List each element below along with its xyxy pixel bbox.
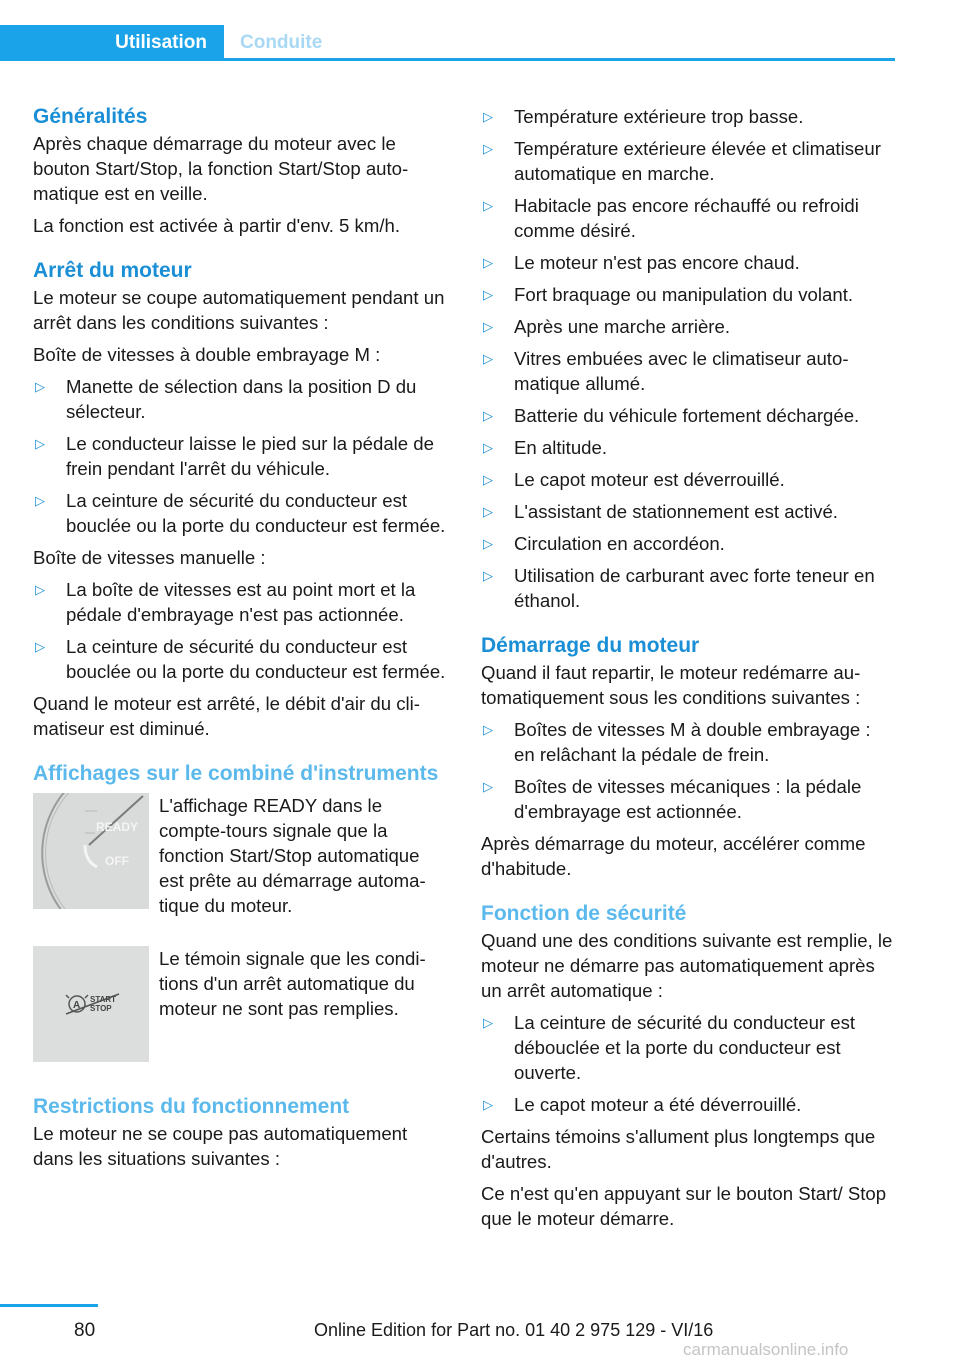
heading-generalites: Généralités bbox=[33, 105, 148, 128]
tab-utilisation[interactable] bbox=[0, 25, 224, 61]
triangle-bullet-icon: ▷ bbox=[35, 639, 45, 654]
list-item-text: Fort braquage ou manipulation du volant. bbox=[514, 284, 854, 305]
page-number: 80 bbox=[74, 1320, 96, 1341]
triangle-bullet-icon: ▷ bbox=[483, 1015, 493, 1030]
list-item-text: Habitacle pas encore réchauffé ou refroidi comme désiré. bbox=[514, 195, 859, 241]
paragraph: Quand il faut repartir, le moteur redémarre automatiquement sous les conditions suivantes : bbox=[481, 662, 861, 708]
list-item-text: Manette de sélection dans la position D du sélecteur. bbox=[66, 376, 417, 422]
figure-warning bbox=[33, 946, 448, 1062]
paragraph: Le moteur se coupe automatiquement pendant un arrêt dans les conditions suivantes : bbox=[33, 287, 445, 333]
tachometer-ready-image bbox=[33, 793, 149, 909]
tab-utilisation-label: Utilisation bbox=[115, 32, 207, 53]
list-item bbox=[33, 577, 448, 627]
tachometer-icon bbox=[33, 793, 149, 909]
list-item-text: La ceinture de sécurité du conducteur est débouclée et la porte du conducteur est ouverte. bbox=[514, 1012, 856, 1083]
right-column bbox=[481, 104, 896, 1231]
svg-text:A: A bbox=[73, 1000, 81, 1011]
list-item-text: La boîte de vitesses est au point mort et la pédale d'embrayage n'est pas actionnée. bbox=[66, 579, 416, 625]
svg-text:READY: READY bbox=[96, 820, 139, 834]
list-item-text: Boîtes de vitesses mécaniques : la pédale d'embrayage est actionnée. bbox=[514, 776, 862, 822]
heading-arret-moteur: Arrêt du moteur bbox=[33, 259, 192, 282]
list-item-text: Le capot moteur est déverrouillé. bbox=[514, 469, 785, 490]
figure-caption: Le témoin signale que les conditions d'un arrêt automatique du moteur ne sont pas remplies. bbox=[159, 948, 426, 1019]
list-item-text: En altitude. bbox=[514, 437, 608, 458]
triangle-bullet-icon: ▷ bbox=[483, 440, 493, 455]
tab-conduite-label: Conduite bbox=[240, 32, 323, 53]
paragraph: Quand le moteur est arrêté, le débit d'air du climatiseur est diminué. bbox=[33, 693, 420, 739]
list-item-text: Température extérieure trop basse. bbox=[514, 106, 804, 127]
paragraph: Boîte de vitesses manuelle : bbox=[33, 547, 266, 568]
list-item bbox=[33, 488, 448, 538]
bullet-list-restrictions bbox=[481, 104, 896, 613]
list-item bbox=[481, 1092, 896, 1117]
triangle-bullet-icon: ▷ bbox=[483, 351, 493, 366]
list-item-text: Température extérieure élevée et climatiseur automatique en marche. bbox=[514, 138, 881, 184]
triangle-bullet-icon: ▷ bbox=[483, 568, 493, 583]
triangle-bullet-icon: ▷ bbox=[483, 779, 493, 794]
list-item-text: Utilisation de carburant avec forte teneur en éthanol. bbox=[514, 565, 875, 611]
triangle-bullet-icon: ▷ bbox=[483, 319, 493, 334]
heading-securite: Fonction de sécurité bbox=[481, 902, 687, 925]
triangle-bullet-icon: ▷ bbox=[483, 287, 493, 302]
figure-caption: L'affichage READY dans le compte-tours signale que la fonction Start/Stop automatique est prête au démarrage automatique du moteur. bbox=[159, 795, 426, 916]
triangle-bullet-icon: ▷ bbox=[483, 472, 493, 487]
list-item bbox=[481, 250, 896, 275]
list-item bbox=[481, 403, 896, 428]
bullet-list-manuelle bbox=[33, 577, 448, 684]
paragraph: Quand une des conditions suivante est remplie, le moteur ne démarre pas automatiquement après un arrêt automatique : bbox=[481, 930, 893, 1001]
list-item-text: Le capot moteur a été déverrouillé. bbox=[514, 1094, 802, 1115]
tab-conduite[interactable] bbox=[240, 25, 322, 61]
list-item bbox=[481, 563, 896, 613]
triangle-bullet-icon: ▷ bbox=[483, 536, 493, 551]
triangle-bullet-icon: ▷ bbox=[483, 722, 493, 737]
svg-text:STOP: STOP bbox=[90, 1004, 112, 1013]
list-item-text: La ceinture de sécurité du conducteur est bouclée ou la porte du conducteur est fermée. bbox=[66, 490, 446, 536]
edition-note: Online Edition for Part no. 01 40 2 975 129 - VI/16 bbox=[314, 1320, 714, 1340]
list-item bbox=[481, 774, 896, 824]
triangle-bullet-icon: ▷ bbox=[483, 408, 493, 423]
list-item bbox=[481, 717, 896, 767]
list-item bbox=[33, 431, 448, 481]
triangle-bullet-icon: ▷ bbox=[483, 198, 493, 213]
left-column bbox=[33, 104, 448, 1171]
list-item-text: Circulation en accordéon. bbox=[514, 533, 725, 554]
list-item bbox=[481, 104, 896, 129]
list-item-text: Le moteur n'est pas encore chaud. bbox=[514, 252, 800, 273]
heading-restrictions: Restrictions du fonctionnement bbox=[33, 1095, 350, 1118]
paragraph: Le moteur ne se coupe pas automatiquement dans les situations suivantes : bbox=[33, 1123, 408, 1169]
start-stop-indicator-image bbox=[33, 946, 149, 1062]
list-item bbox=[33, 374, 448, 424]
triangle-bullet-icon: ▷ bbox=[483, 504, 493, 519]
bullet-list-demarrage bbox=[481, 717, 896, 824]
start-stop-icon bbox=[33, 946, 149, 1062]
list-item bbox=[481, 499, 896, 524]
list-item bbox=[481, 435, 896, 460]
triangle-bullet-icon: ▷ bbox=[483, 255, 493, 270]
svg-text:OFF: OFF bbox=[105, 854, 129, 868]
list-item-text: Batterie du véhicule fortement déchargée. bbox=[514, 405, 860, 426]
triangle-bullet-icon: ▷ bbox=[483, 109, 493, 124]
list-item-text: La ceinture de sécurité du conducteur est bouclée ou la porte du conducteur est fermée. bbox=[66, 636, 446, 682]
triangle-bullet-icon: ▷ bbox=[483, 141, 493, 156]
list-item bbox=[481, 314, 896, 339]
heading-affichages: Affichages sur le combiné d'instruments bbox=[33, 762, 439, 785]
paragraph: Certains témoins s'allument plus longtemps que d'autres. bbox=[481, 1126, 876, 1172]
list-item bbox=[481, 467, 896, 492]
paragraph: Après chaque démarrage du moteur avec le bouton Start/Stop, la fonction Start/Stop automatique est en veille. bbox=[33, 133, 409, 204]
paragraph: Après démarrage du moteur, accélérer comme d'habitude. bbox=[481, 833, 866, 879]
list-item-text: Après une marche arrière. bbox=[514, 316, 730, 337]
list-item bbox=[481, 531, 896, 556]
triangle-bullet-icon: ▷ bbox=[483, 1097, 493, 1112]
list-item bbox=[481, 1010, 896, 1085]
footer-rule bbox=[0, 1304, 98, 1307]
paragraph: La fonction est activée à partir d'env. 5 km/h. bbox=[33, 215, 401, 236]
triangle-bullet-icon: ▷ bbox=[35, 436, 45, 451]
list-item bbox=[481, 282, 896, 307]
list-item bbox=[481, 193, 896, 243]
list-item-text: Le conducteur laisse le pied sur la pédale de frein pendant l'arrêt du véhicule. bbox=[66, 433, 434, 479]
list-item bbox=[481, 136, 896, 186]
list-item bbox=[481, 346, 896, 396]
list-item-text: Vitres embuées avec le climatiseur automatique allumé. bbox=[514, 348, 849, 394]
triangle-bullet-icon: ▷ bbox=[35, 493, 45, 508]
bullet-list-double-embrayage bbox=[33, 374, 448, 538]
list-item-text: Boîtes de vitesses M à double embrayage : en relâchant la pédale de frein. bbox=[514, 719, 871, 765]
watermark: carmanualsonline.info bbox=[683, 1340, 849, 1359]
svg-text:START: START bbox=[90, 995, 117, 1004]
paragraph: Ce n'est qu'en appuyant sur le bouton Start/ Stop que le moteur démarre. bbox=[481, 1183, 887, 1229]
paragraph: Boîte de vitesses à double embrayage M : bbox=[33, 344, 381, 365]
heading-demarrage: Démarrage du moteur bbox=[481, 634, 700, 657]
triangle-bullet-icon: ▷ bbox=[35, 582, 45, 597]
list-item-text: L'assistant de stationnement est activé. bbox=[514, 501, 838, 522]
bullet-list-securite bbox=[481, 1010, 896, 1117]
figure-ready bbox=[33, 793, 448, 918]
list-item bbox=[33, 634, 448, 684]
triangle-bullet-icon: ▷ bbox=[35, 379, 45, 394]
